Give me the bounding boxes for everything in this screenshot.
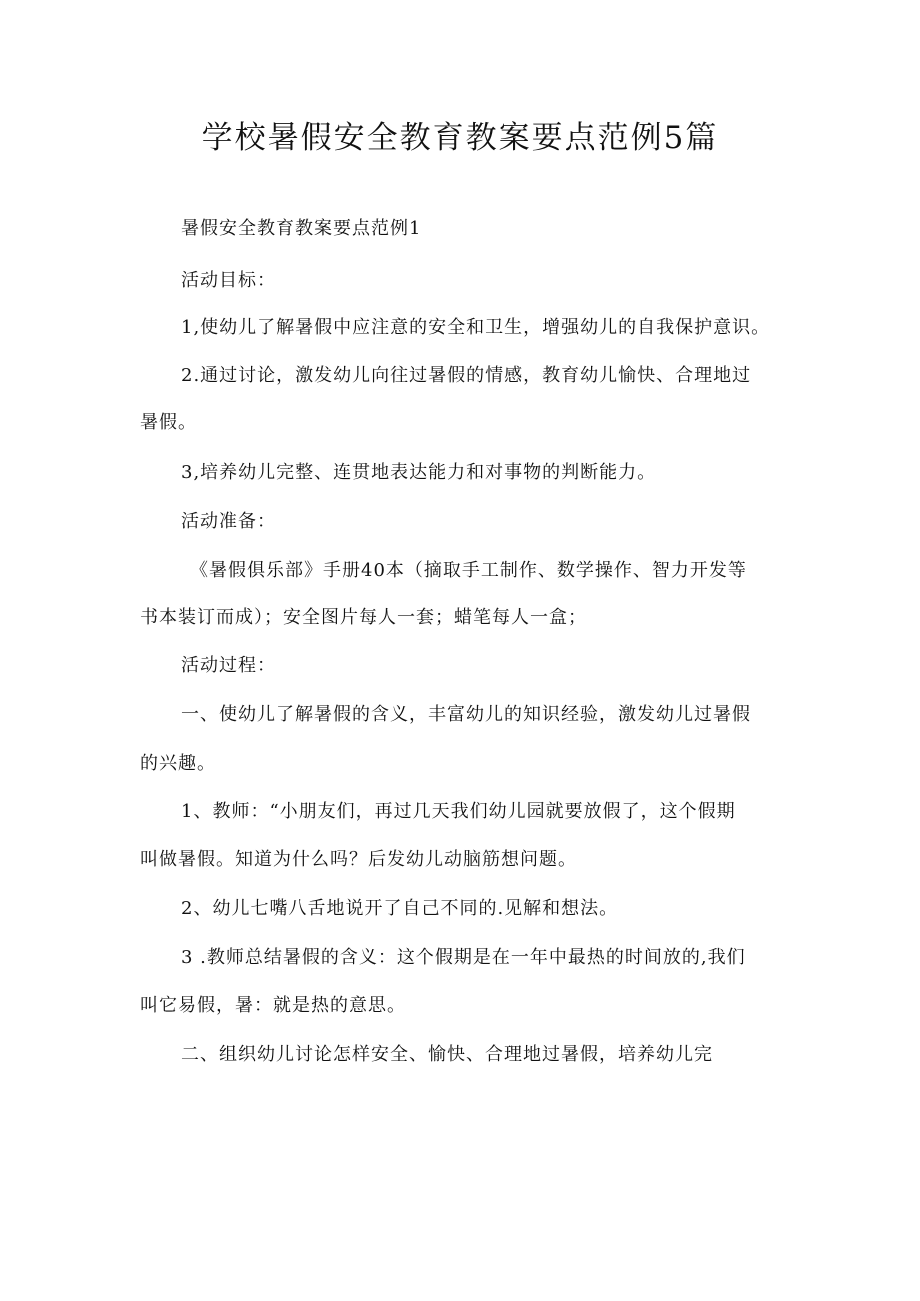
paragraph-line: 活动目标：: [181, 270, 276, 291]
paragraph-line: 1,使幼儿了解暑假中应注意的安全和卫生，增强幼儿的自我保护意识。: [181, 317, 771, 338]
document-title: 学校暑假安全教育教案要点范例5篇: [201, 120, 719, 156]
paragraph-line: 2.通过讨论，激发幼儿向往过暑假的情感，教育幼儿愉快、合理地过: [181, 365, 752, 386]
paragraph-line: 3,培养幼儿完整、连贯地表达能力和对事物的判断能力。: [181, 462, 657, 483]
paragraph-line: 活动准备：: [181, 511, 276, 532]
paragraph-line: 活动过程：: [181, 655, 276, 676]
paragraph-line: 叫它易假，暑：就是热的意思。: [140, 995, 406, 1016]
paragraph-line: 1、教师：“小朋友们，再过几天我们幼儿园就要放假了，这个假期: [181, 801, 736, 822]
paragraph-line: 暑假安全教育教案要点范例1: [181, 218, 422, 239]
paragraph-line: 《暑假俱乐部》手册40本（摘取手工制作、数学操作、智力开发等: [190, 560, 747, 581]
paragraph-line: 叫做暑假。知道为什么吗？后发幼儿动脑筋想问题。: [140, 849, 577, 870]
paragraph-line: 暑假。: [140, 412, 197, 433]
paragraph-line: 的兴趣。: [140, 753, 216, 774]
paragraph-line: 一、使幼儿了解暑假的含义，丰富幼儿的知识经验，激发幼儿过暑假: [181, 704, 751, 725]
paragraph-line: 书本装订而成）；安全图片每人一套；蜡笔每人一盒；: [140, 607, 587, 628]
paragraph-line: 2、幼儿七嘴八舌地说开了自己不同的.见解和想法。: [181, 898, 619, 919]
paragraph-line: 3 .教师总结暑假的含义：这个假期是在一年中最热的时间放的,我们: [181, 947, 746, 968]
paragraph-line: 二、组织幼儿讨论怎样安全、愉快、合理地过暑假，培养幼儿完: [181, 1044, 713, 1065]
